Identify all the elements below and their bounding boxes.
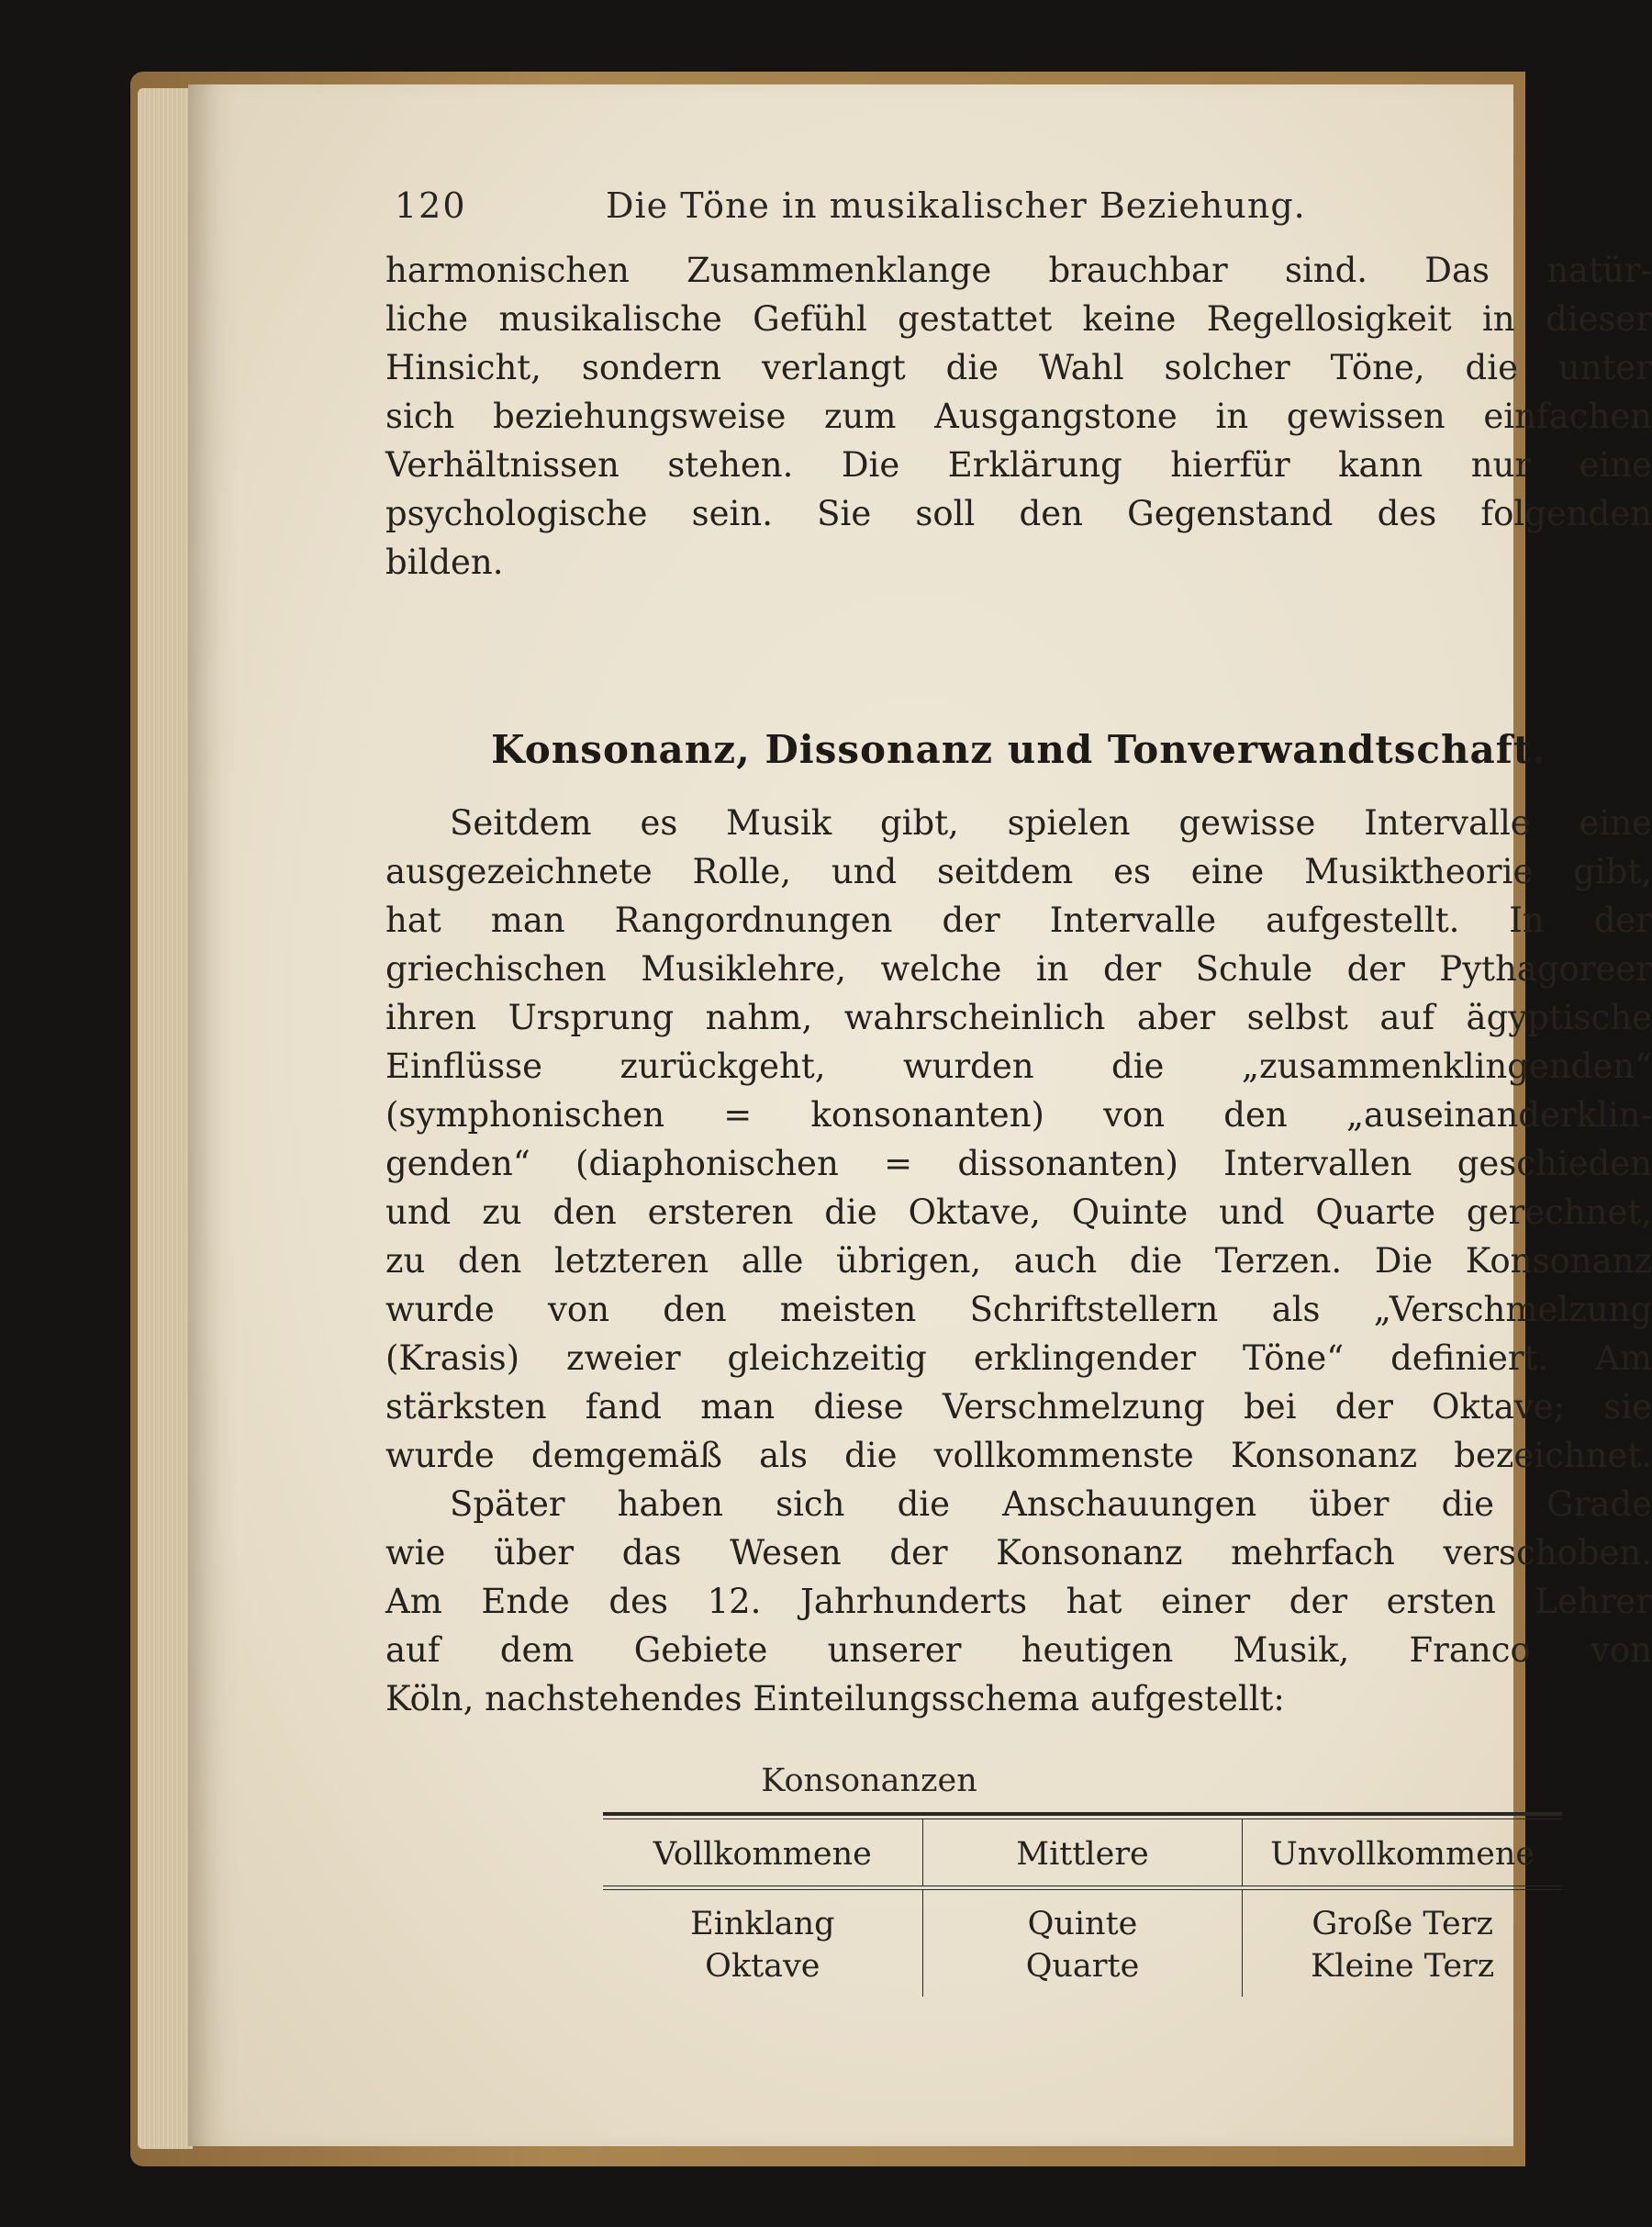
text-line: ihren Ursprung nahm, wahrscheinlich aber selbst auf ägyptische (385, 998, 1652, 1037)
text-line: Hinsicht, sondern verlangt die Wahl solcher Töne, die unter (385, 348, 1652, 387)
paragraph-2 (385, 799, 1652, 1723)
table-body-row (603, 1890, 1562, 1997)
text-line: Später haben sich die Anschauungen über die Grade (450, 1484, 1652, 1524)
cell-entry: Oktave (705, 1948, 820, 1985)
column-header: Mittlere (922, 1819, 1243, 1886)
text-line: bilden. (385, 543, 504, 582)
text-line: griechischen Musiklehre, welche in der Schule der Pythagoreer (385, 949, 1652, 989)
text-line: Verhältnissen stehen. Die Erklärung hierfür kann nur eine (385, 445, 1652, 485)
page-stack-edge (138, 88, 193, 2149)
text-line: Einflüsse zurückgeht, wurden die „zusammenklingenden“ (385, 1046, 1652, 1086)
column-header: Unvollkommene (1242, 1819, 1562, 1886)
text-line: und zu den ersteren die Oktave, Quinte und Quarte gerechnet, (385, 1192, 1652, 1232)
text-line: stärksten fand man diese Verschmelzung bei der Oktave; sie (385, 1387, 1652, 1427)
consonance-table (603, 1812, 1562, 1997)
page-number: 120 (395, 185, 467, 226)
cell-entry: Große Terz (1312, 1906, 1493, 1942)
text-line: (symphonischen = konsonanten) von den „auseinanderklin- (385, 1095, 1652, 1135)
text-line: psychologische sein. Sie soll den Gegenstand des folgenden (385, 494, 1652, 533)
text-line: auf dem Gebiete unserer heutigen Musik, Franco von (385, 1630, 1652, 1670)
table-header-row (603, 1819, 1562, 1886)
text-line: (Krasis) zweier gleichzeitig erklingender Töne“ definiert. Am (385, 1338, 1652, 1378)
text-line: wurde demgemäß als die vollkommenste Konsonanz bezeichnet. (385, 1436, 1652, 1475)
text-line: hat man Rangordnungen der Intervalle aufgestellt. In der (385, 901, 1652, 940)
text-line: ausgezeichnete Rolle, und seitdem es eine Musiktheorie gibt, (385, 852, 1652, 891)
table-top-rule (603, 1812, 1562, 1819)
cell-entry: Quinte (1027, 1906, 1138, 1942)
page-header (188, 185, 1513, 241)
table-title: Konsonanzen (761, 1763, 977, 1799)
paragraph-1 (385, 246, 1652, 587)
cell-entry: Quarte (1025, 1948, 1140, 1985)
cell-entry: Kleine Terz (1311, 1948, 1495, 1985)
table-cell (603, 1890, 922, 1997)
text-line: wie über das Wesen der Konsonanz mehrfach verschoben. (385, 1533, 1652, 1572)
table-cell (1242, 1890, 1562, 1997)
text-line: zu den letzteren alle übrigen, auch die Terzen. Die Konsonanz (385, 1241, 1652, 1281)
text-line: Seitdem es Musik gibt, spielen gewisse Intervalle eine (450, 803, 1652, 843)
cell-entry: Einklang (690, 1906, 835, 1942)
text-line: Am Ende des 12. Jahrhunderts hat einer der ersten Lehrer (385, 1582, 1652, 1621)
text-line: sich beziehungsweise zum Ausgangstone in gewissen einfachen (385, 397, 1652, 436)
section-heading: Konsonanz, Dissonanz und Tonverwandtschaft. (491, 727, 1546, 772)
table-cell (922, 1890, 1243, 1997)
text-line: Köln, nachstehendes Einteilungsschema aufgestellt: (385, 1679, 1285, 1718)
text-line: wurde von den meisten Schriftstellern als „Verschmelzung (385, 1290, 1652, 1329)
column-header: Vollkommene (653, 1836, 872, 1873)
book-page (188, 84, 1652, 2146)
running-title: Die Töne in musikalischer Beziehung. (606, 185, 1306, 226)
text-line: genden“ (diaphonischen = dissonanten) Intervallen geschieden (385, 1144, 1652, 1183)
text-line: liche musikalische Gefühl gestattet keine Regellosigkeit in dieser (385, 299, 1652, 339)
text-line: harmonischen Zusammenklange brauchbar sind. Das natür- (385, 251, 1652, 290)
